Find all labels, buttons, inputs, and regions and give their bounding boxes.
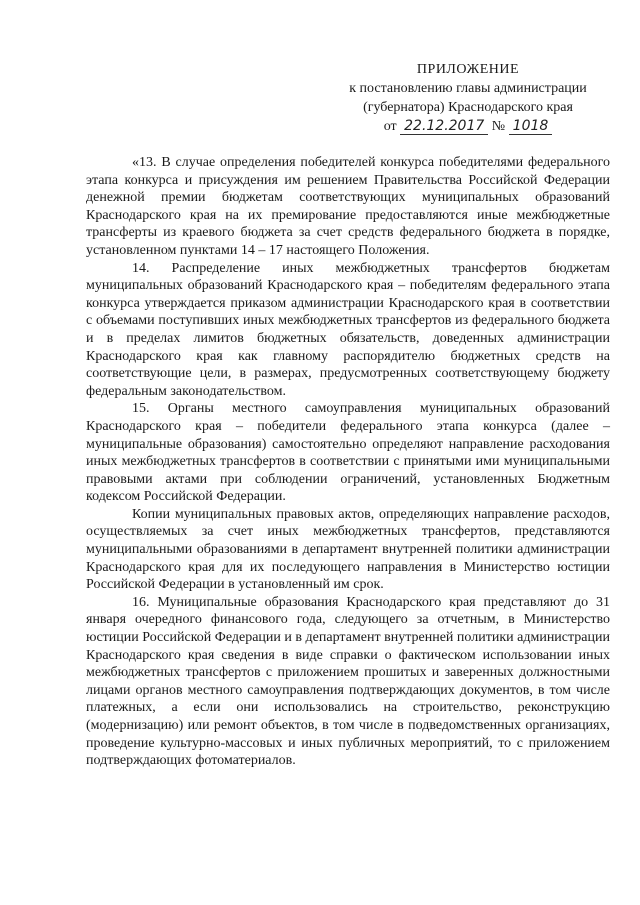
header-line-resolution: к постановлению главы администрации — [349, 81, 587, 96]
paragraph-copies: Копии муниципальных правовых актов, определяющих направление расходов, осуществляемых за счет иных межбюджетных трансфертов, представляются муниципальными образованиями в департамент внутренней политики администрации Краснодарского края для их последующего направления в Министерство юстиции Российской Федерации в установленный им срок. — [86, 506, 610, 593]
paragraph-13: «13. В случае определения победителей конкурса победителями федерального этапа конкурса и присуждения им решением Правительства Российской Федерации денежной премии бюджетам соответствующих муниципальных образований Краснодарского края на их премирование предоставляются иные межбюджетные трансферты из краевого бюджета за счет средств федерального бюджета в порядке, установленном пунктами 14 – 17 настоящего Положения. — [86, 155, 610, 258]
number-sign: № — [491, 119, 506, 134]
document-body — [86, 154, 610, 770]
date-number-line — [318, 117, 618, 136]
date-prefix: от — [383, 119, 397, 134]
paragraph-15: 15. Органы местного самоуправления муниципальных образований Краснодарского края – победители федерального этапа конкурса (далее – муниципальные образования) самостоятельно определяют направление расходования иных межбюджетных трансфертов в соответствии с принятыми ими муниципальными правовыми актами при соблюдении ограничений, установленных Бюджетным кодексом Российской Федерации. — [86, 401, 610, 505]
handwritten-number: 1018 — [509, 118, 553, 135]
header-line-governor: (губернатора) Краснодарского края — [363, 100, 573, 115]
paragraph-14: 14. Распределение иных межбюджетных трансфертов бюджетам муниципальных образований Краснодарского края – победителям федерального этапа конкурса утверждается приказом администрации Краснодарского края в соответствии с объемами поступивших иных межбюджетных трансфертов из федерального бюджета и в пределах лимитов бюджетных обязательств, доведенных администрации Краснодарского края как главному распорядителю бюджетных средств на соответствующие цели, в размерах, предусмотренных соответствующему бюджету федеральным законодательством. — [86, 260, 610, 399]
appendix-header — [318, 60, 618, 136]
paragraph-16: 16. Муниципальные образования Краснодарского края представляют до 31 января очередного финансового года, следующего за отчетным, в Министерство юстиции Российской Федерации и в департамент внутренней политики администрации Краснодарского края сведения в виде справки о фактическом использовании иных межбюджетных трансфертов с приложением прошитых и заверенных должностными лицами органов местного самоуправления подтверждающих документов, в том числе платежных, а если они использовались на строительство, реконструкцию (модернизацию) или ремонт объектов, в том числе в подведомственных организациях, проведение культурно-массовых и иных публичных мероприятий, то с приложением подтверждающих фотоматериалов. — [86, 594, 610, 769]
handwritten-date: 22.12.2017 — [400, 118, 488, 135]
appendix-title: ПРИЛОЖЕНИЕ — [416, 62, 520, 77]
